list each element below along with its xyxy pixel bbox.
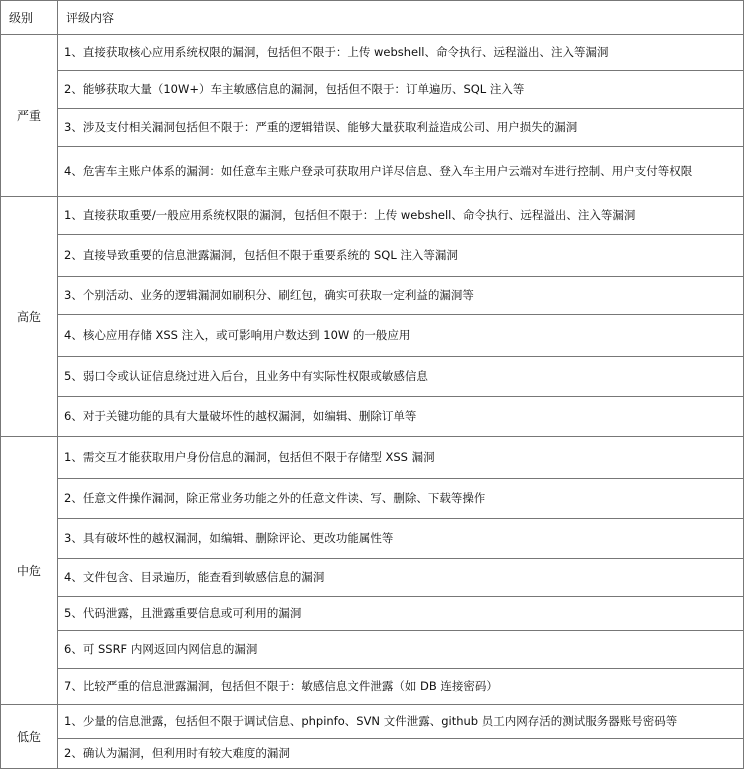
list-item: 1、直接获取重要/一般应用系统权限的漏洞，包括但不限于：上传 webshell、命令执行、远程溢出、注入等漏洞 xyxy=(58,197,744,235)
table-row xyxy=(1,277,744,315)
table-row xyxy=(1,197,744,235)
list-item: 1、直接获取核心应用系统权限的漏洞，包括但不限于：上传 webshell、命令执行、远程溢出、注入等漏洞 xyxy=(58,35,744,71)
table-row xyxy=(1,705,744,739)
table-row xyxy=(1,739,744,769)
list-item: 2、直接导致重要的信息泄露漏洞，包括但不限于重要系统的 SQL 注入等漏洞 xyxy=(58,235,744,277)
list-item: 4、危害车主账户体系的漏洞：如任意车主账户登录可获取用户详尽信息、登入车主用户云端对车进行控制、用户支付等权限 xyxy=(58,147,744,197)
list-item: 3、个别活动、业务的逻辑漏洞如刷积分、刷红包，确实可获取一定利益的漏洞等 xyxy=(58,277,744,315)
level-medium: 中危 xyxy=(1,437,58,705)
list-item: 3、具有破坏性的越权漏洞，如编辑、删除评论、更改功能属性等 xyxy=(58,519,744,559)
header-row xyxy=(1,1,744,35)
table-row xyxy=(1,109,744,147)
list-item: 2、任意文件操作漏洞，除正常业务功能之外的任意文件读、写、删除、下载等操作 xyxy=(58,479,744,519)
list-item: 6、对于关键功能的具有大量破坏性的越权漏洞，如编辑、删除订单等 xyxy=(58,397,744,437)
table-row xyxy=(1,235,744,277)
list-item: 3、涉及支付相关漏洞包括但不限于：严重的逻辑错误、能够大量获取利益造成公司、用户损失的漏洞 xyxy=(58,109,744,147)
list-item: 1、需交互才能获取用户身份信息的漏洞，包括但不限于存储型 XSS 漏洞 xyxy=(58,437,744,479)
table-row xyxy=(1,71,744,109)
list-item: 2、确认为漏洞，但利用时有较大难度的漏洞 xyxy=(58,739,744,769)
list-item: 7、比较严重的信息泄露漏洞，包括但不限于：敏感信息文件泄露（如 DB 连接密码） xyxy=(58,669,744,705)
table-row xyxy=(1,669,744,705)
table-row xyxy=(1,357,744,397)
level-high: 高危 xyxy=(1,197,58,437)
table-row xyxy=(1,597,744,631)
level-critical: 严重 xyxy=(1,35,58,197)
table-row xyxy=(1,479,744,519)
list-item: 4、核心应用存储 XSS 注入，或可影响用户数达到 10W 的一般应用 xyxy=(58,315,744,357)
list-item: 5、弱口令或认证信息绕过进入后台，且业务中有实际性权限或敏感信息 xyxy=(58,357,744,397)
list-item: 5、代码泄露，且泄露重要信息或可利用的漏洞 xyxy=(58,597,744,631)
list-item: 6、可 SSRF 内网返回内网信息的漏洞 xyxy=(58,631,744,669)
table-row xyxy=(1,631,744,669)
table-row xyxy=(1,35,744,71)
level-low: 低危 xyxy=(1,705,58,769)
table-row xyxy=(1,147,744,197)
header-level: 级别 xyxy=(1,1,58,35)
header-content: 评级内容 xyxy=(58,1,744,35)
table-row xyxy=(1,519,744,559)
table-row xyxy=(1,397,744,437)
table-row xyxy=(1,559,744,597)
list-item: 1、少量的信息泄露，包括但不限于调试信息、phpinfo、SVN 文件泄露、github 员工内网存活的测试服务器账号密码等 xyxy=(58,705,744,739)
table-row xyxy=(1,315,744,357)
list-item: 2、能够获取大量（10W+）车主敏感信息的漏洞，包括但不限于：订单遍历、SQL 注入等 xyxy=(58,71,744,109)
table-row xyxy=(1,437,744,479)
list-item: 4、文件包含、目录遍历，能查看到敏感信息的漏洞 xyxy=(58,559,744,597)
